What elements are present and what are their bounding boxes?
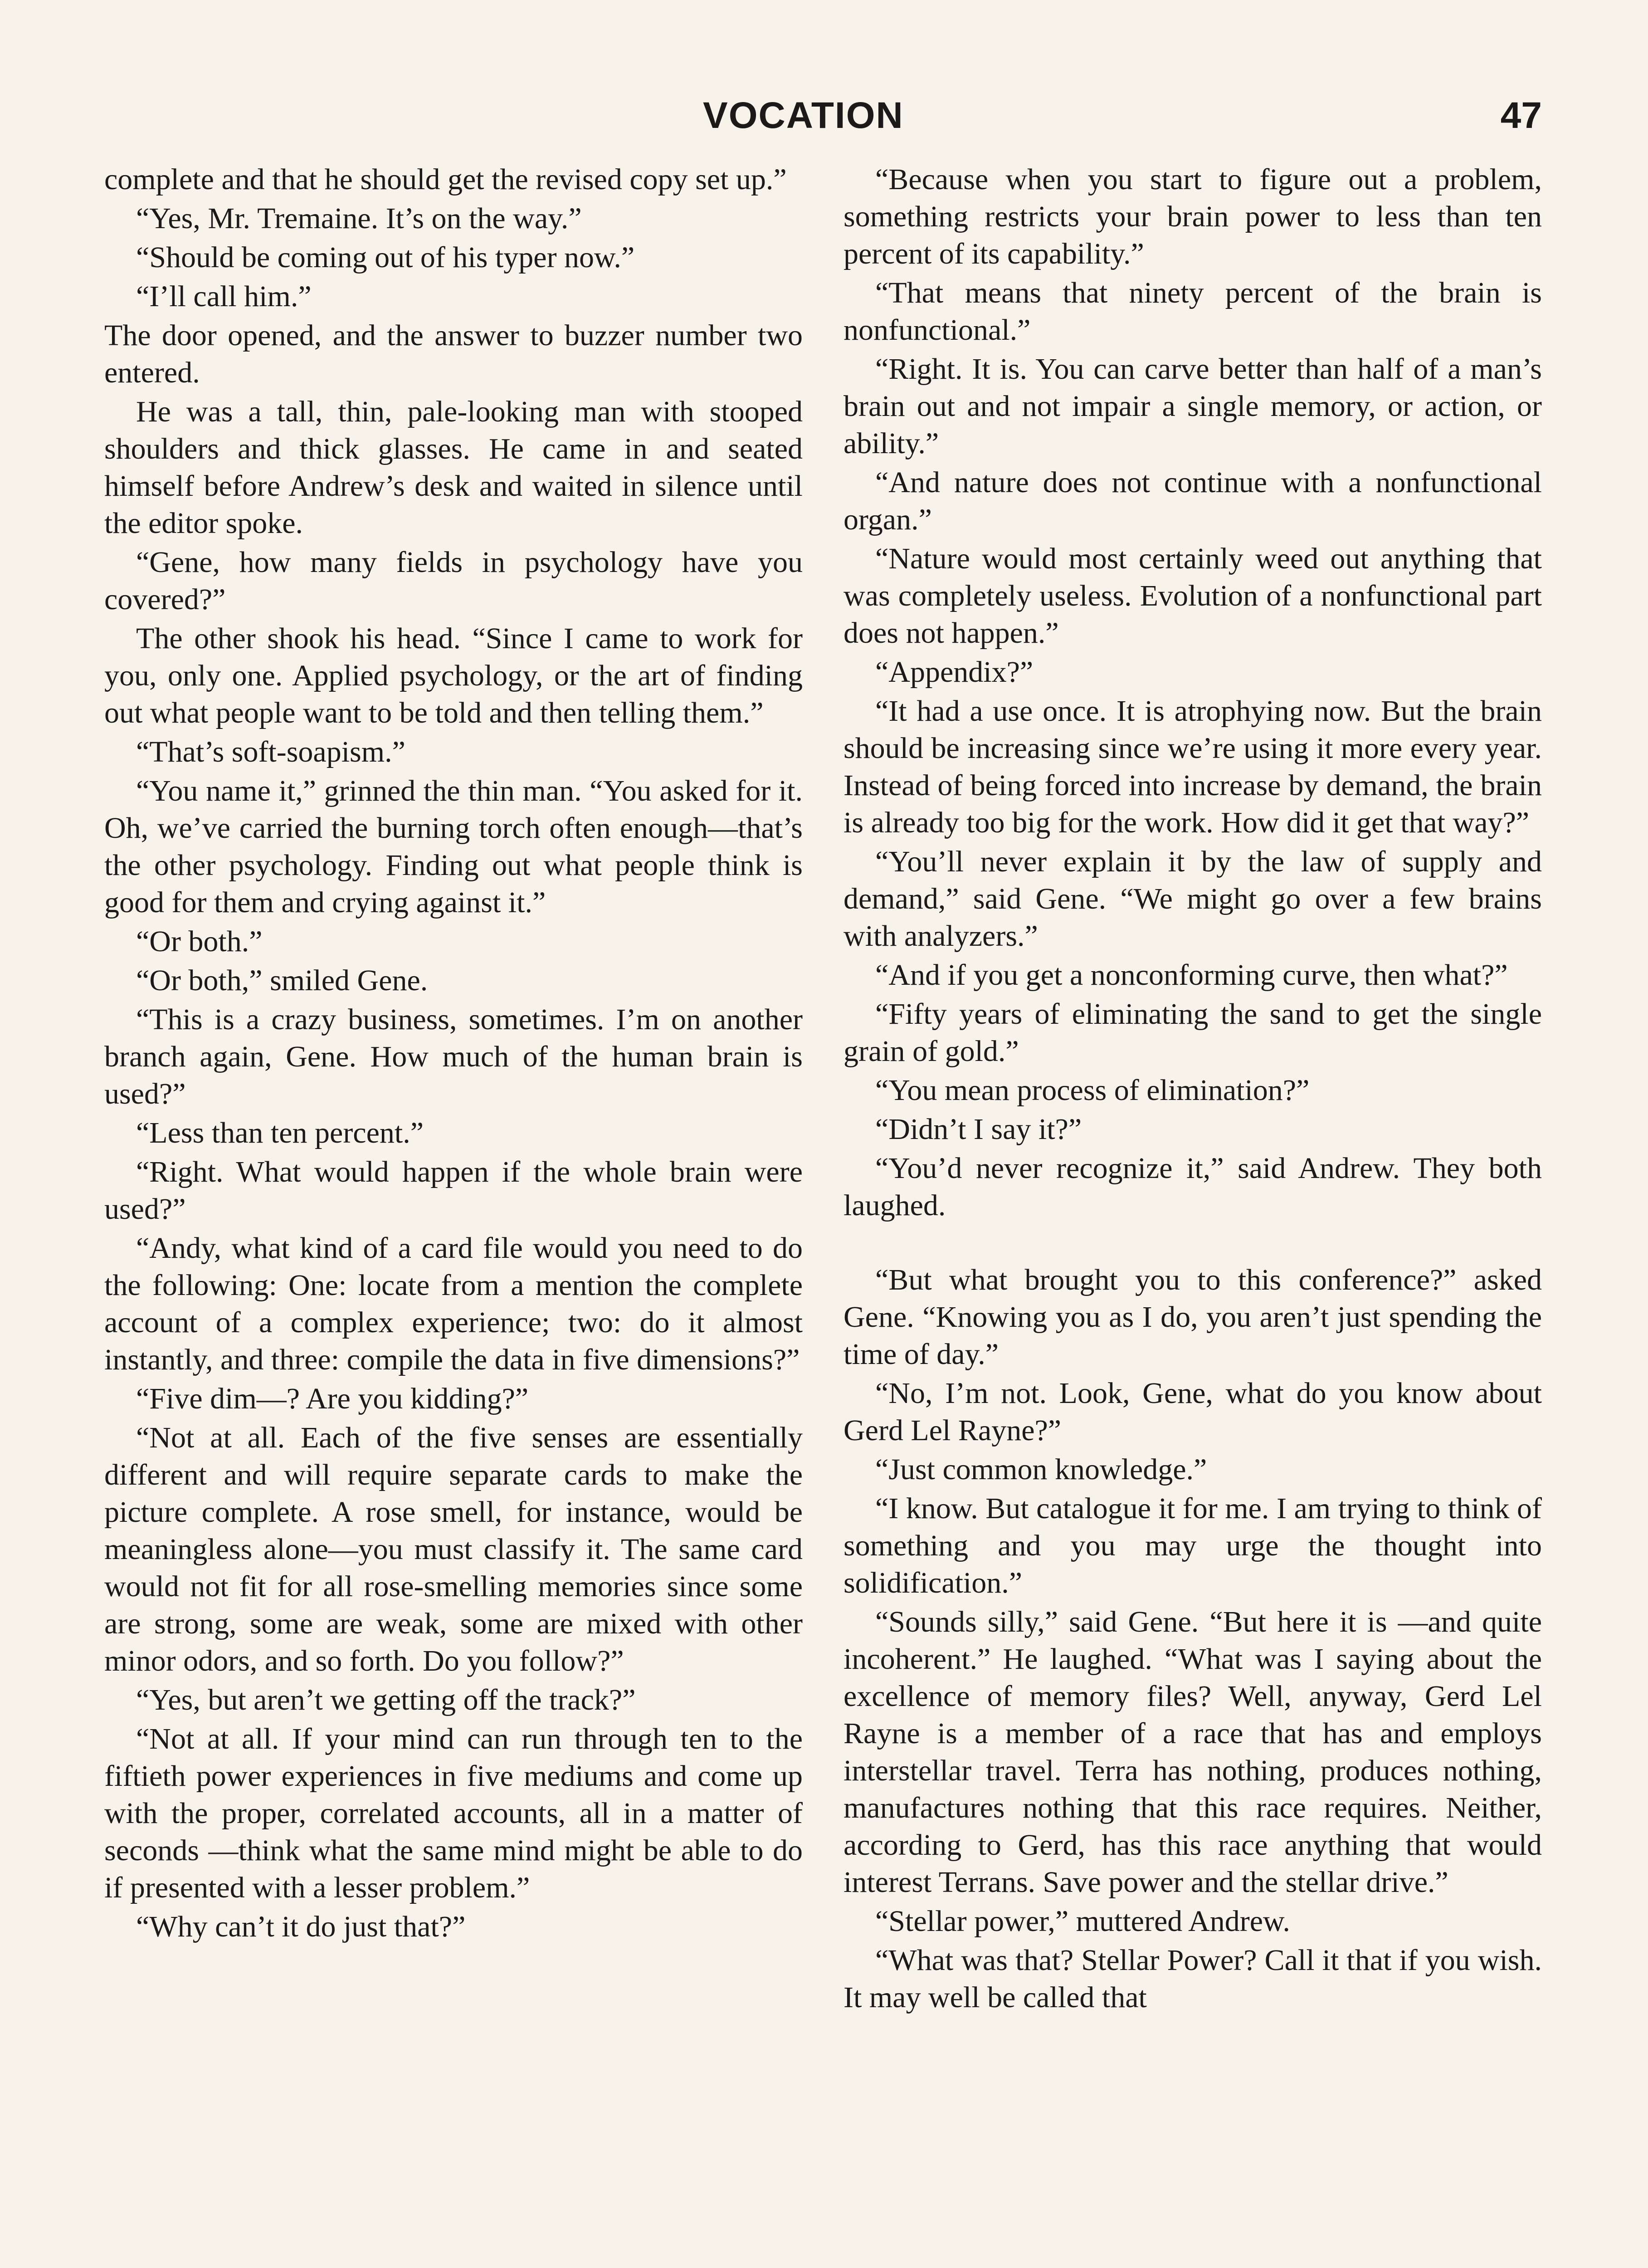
paragraph: “Stellar power,” muttered Andrew. <box>875 1905 1290 1938</box>
paragraph: “Five dim—? Are you kidding?” <box>136 1382 529 1415</box>
page-number: 47 <box>1500 95 1542 136</box>
paragraph: “It had a use once. It is atrophying now. But the brain should be increasing since we’re using it more every year. Instead of being forced into increase by demand, the brain is already too big for the work. How did it get that way?” <box>844 694 1542 839</box>
paragraph: “And if you get a nonconforming curve, then what?” <box>875 958 1508 992</box>
left-column <box>104 161 803 1947</box>
paragraph: “No, I’m not. Look, Gene, what do you know about Gerd Lel Rayne?” <box>844 1377 1542 1447</box>
paragraph: “Appendix?” <box>875 655 1034 689</box>
paragraph: “That means that ninety percent of the brain is nonfunctional.” <box>844 276 1542 347</box>
paragraph: “Right. What would happen if the whole brain were used?” <box>104 1155 803 1226</box>
paragraph: “Sounds silly,” said Gene. “But here it is —and quite incoherent.” He laughed. “What was I saying about the excellence of memory files? Well, anyway, Gerd Lel Rayne is a member of a race that has and employs interstellar travel. Terra has nothing, produces nothing, manufactures nothing that this race requires. Neither, according to Gerd, has this race anything that would interest Terrans. Save power and the stellar drive.” <box>844 1605 1542 1899</box>
paragraph: “But what brought you to this conference?” asked Gene. “Knowing you as I do, you aren’t just spending the time of day.” <box>844 1263 1542 1371</box>
paragraph: “You mean process of elimination?” <box>875 1074 1310 1107</box>
paragraph: “Right. It is. You can carve better than half of a man’s brain out and not impair a single memory, or action, or ability.” <box>844 352 1542 460</box>
paragraph: “Why can’t it do just that?” <box>136 1910 466 1943</box>
right-column <box>844 161 1542 2018</box>
paragraph: “Not at all. Each of the five senses are essentially different and will require separate cards to make the picture complete. A rose smell, for instance, would be meaningless alone—you must classify it. The same card would not fit for all rose-smelling memories since some are strong, some are weak, some are mixed with other minor odors, and so forth. Do you follow?” <box>104 1421 803 1677</box>
paragraph: “Because when you start to figure out a problem, something restricts your brain power to less than ten percent of its capability.” <box>844 163 1542 270</box>
paragraph: The door opened, and the answer to buzzer number two entered. <box>104 319 803 389</box>
paragraph: “Less than ten percent.” <box>136 1116 424 1149</box>
paragraph: “That’s soft-soapism.” <box>136 735 405 768</box>
paragraph: “Gene, how many fields in psychology have you covered?” <box>104 546 803 616</box>
paragraph: “Or both.” <box>136 925 263 958</box>
paragraph: “You’d never recognize it,” said Andrew. They both laughed. <box>844 1152 1542 1222</box>
paragraph: “Nature would most certainly weed out anything that was completely useless. Evolution of a nonfunctional part does not happen.” <box>844 542 1542 650</box>
paragraph: “Yes, Mr. Tremaine. It’s on the way.” <box>136 202 582 235</box>
paragraph: “Not at all. If your mind can run through ten to the fiftieth power experiences in five mediums and come up with the proper, correlated accounts, all in a matter of seconds —think what the same mind might be able to do if presented with a lesser problem.” <box>104 1722 803 1904</box>
paragraph: “Just common knowledge.” <box>875 1453 1207 1486</box>
paragraph: “Should be coming out of his typer now.” <box>136 241 635 274</box>
paragraph: complete and that he should get the revised copy set up.” <box>104 163 787 196</box>
paragraph: “I know. But catalogue it for me. I am trying to think of something and you may urge the thought into solidification.” <box>844 1492 1542 1599</box>
paragraph: “And nature does not continue with a nonfunctional organ.” <box>844 466 1542 536</box>
paragraph: “Or both,” smiled Gene. <box>136 964 428 997</box>
paragraph: “Didn’t I say it?” <box>875 1113 1082 1146</box>
paragraph: He was a tall, thin, pale-looking man with stooped shoulders and thick glasses. He came in and seated himself before Andrew’s desk and waited in silence until the editor spoke. <box>104 395 803 540</box>
paragraph: “You name it,” grinned the thin man. “You asked for it. Oh, we’ve carried the burning torch often enough—that’s the other psychology. Finding out what people think is good for them and crying against it.” <box>104 774 803 919</box>
running-header <box>104 94 1542 149</box>
paragraph: The other shook his head. “Since I came to work for you, only one. Applied psychology, or the art of finding out what people want to be told and then telling them.” <box>104 622 803 729</box>
paragraph: “Yes, but aren’t we getting off the track?” <box>136 1683 636 1716</box>
running-title: VOCATION <box>703 95 904 136</box>
paragraph: “What was that? Stellar Power? Call it that if you wish. It may well be called that <box>844 1944 1542 2014</box>
paragraph: “Fifty years of eliminating the sand to get the single grain of gold.” <box>844 997 1542 1068</box>
paragraph: “You’ll never explain it by the law of supply and demand,” said Gene. “We might go over a few brains with analyzers.” <box>844 845 1542 953</box>
paragraph: “This is a crazy business, sometimes. I’m on another branch again, Gene. How much of the human brain is used?” <box>104 1003 803 1110</box>
paragraph: “Andy, what kind of a card file would you need to do the following: One: locate from a mention the complete account of a complex experience; two: do it almost instantly, and three: compile the data in five dimensions?” <box>104 1232 803 1376</box>
paragraph: “I’ll call him.” <box>136 280 312 313</box>
